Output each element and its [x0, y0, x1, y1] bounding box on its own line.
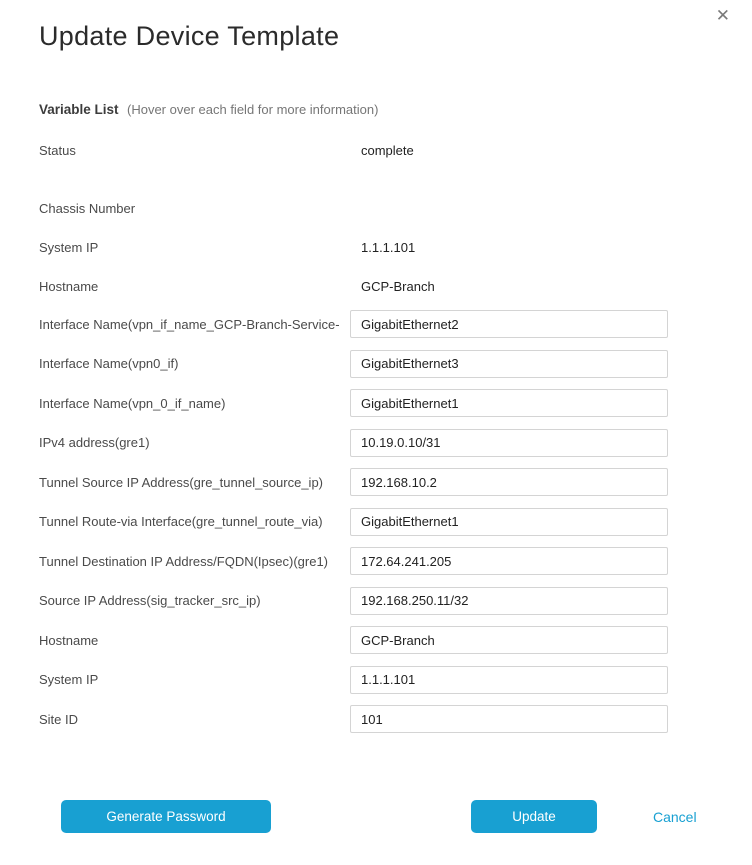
close-icon[interactable]: ✕ [712, 3, 734, 28]
update-button[interactable]: Update [471, 800, 597, 833]
row-label: Tunnel Source IP Address(gre_tunnel_source_ip) [39, 474, 324, 490]
row-label: Interface Name(vpn_if_name_GCP-Branch-Service- [39, 316, 340, 332]
row-label: Interface Name(vpn_0_if_name) [39, 395, 226, 411]
row-value: GCP-Branch [361, 278, 435, 294]
row-label: Status [39, 142, 76, 158]
row-value: 1.1.1.101 [361, 239, 416, 255]
row-label: IPv4 address(gre1) [39, 435, 150, 450]
row-label: Interface Name(vpn0_if) [39, 356, 179, 371]
row-tunnel-route-via-interface [39, 508, 752, 536]
interface-name-service-vpn-input[interactable] [350, 310, 668, 338]
variable-list-heading: Variable List [39, 102, 119, 117]
row-label: Hostname [39, 278, 99, 294]
row-tunnel-source-ip [39, 468, 752, 496]
row-system-ip [39, 239, 752, 255]
variable-list-hint: (Hover over each field for more information) [127, 102, 379, 117]
tunnel-route-via-interface-input[interactable] [350, 508, 668, 536]
site-id-input[interactable] [350, 705, 668, 733]
generate-password-button[interactable]: Generate Password [61, 800, 271, 833]
row-site-id-input [39, 705, 752, 733]
row-label: System IP [39, 239, 99, 255]
row-label: Chassis Number [39, 200, 136, 216]
tunnel-source-ip-input[interactable] [350, 468, 668, 496]
row-label: Tunnel Route-via Interface(gre_tunnel_route_via) [39, 514, 323, 529]
cancel-button[interactable]: Cancel [653, 808, 697, 825]
row-source-ip-sig-tracker [39, 587, 752, 615]
static-rows [39, 142, 752, 294]
ipv4-address-gre1-input[interactable] [350, 429, 668, 457]
row-hostname [39, 278, 752, 294]
page-title: Update Device Template [39, 21, 340, 51]
row-label: Source IP Address(sig_tracker_src_ip) [39, 593, 261, 608]
row-interface-name-vpn0-if [39, 350, 752, 378]
row-ipv4-address-gre1 [39, 429, 752, 457]
interface-name-vpn-0-if-name-input[interactable] [350, 389, 668, 417]
row-label: Site ID [39, 711, 79, 727]
row-value: complete [361, 142, 414, 158]
dialog-footer [39, 800, 752, 833]
row-hostname-input [39, 626, 752, 654]
row-interface-name-service-vpn [39, 310, 752, 338]
input-rows [39, 310, 752, 733]
row-label: Tunnel Destination IP Address/FQDN(Ipsec)(gre1) [39, 553, 329, 569]
hostname-input[interactable] [350, 626, 668, 654]
row-system-ip-input [39, 666, 752, 694]
row-label: System IP [39, 672, 99, 687]
variable-list-header [39, 102, 752, 118]
row-status [39, 142, 752, 158]
row-interface-name-vpn-0-if-name [39, 389, 752, 417]
row-tunnel-destination-ip [39, 547, 752, 575]
interface-name-vpn0-if-input[interactable] [350, 350, 668, 378]
row-chassis-number [39, 200, 752, 216]
row-label: Hostname [39, 632, 99, 648]
source-ip-sig-tracker-input[interactable] [350, 587, 668, 615]
tunnel-destination-ip-input[interactable] [350, 547, 668, 575]
system-ip-input[interactable] [350, 666, 668, 694]
